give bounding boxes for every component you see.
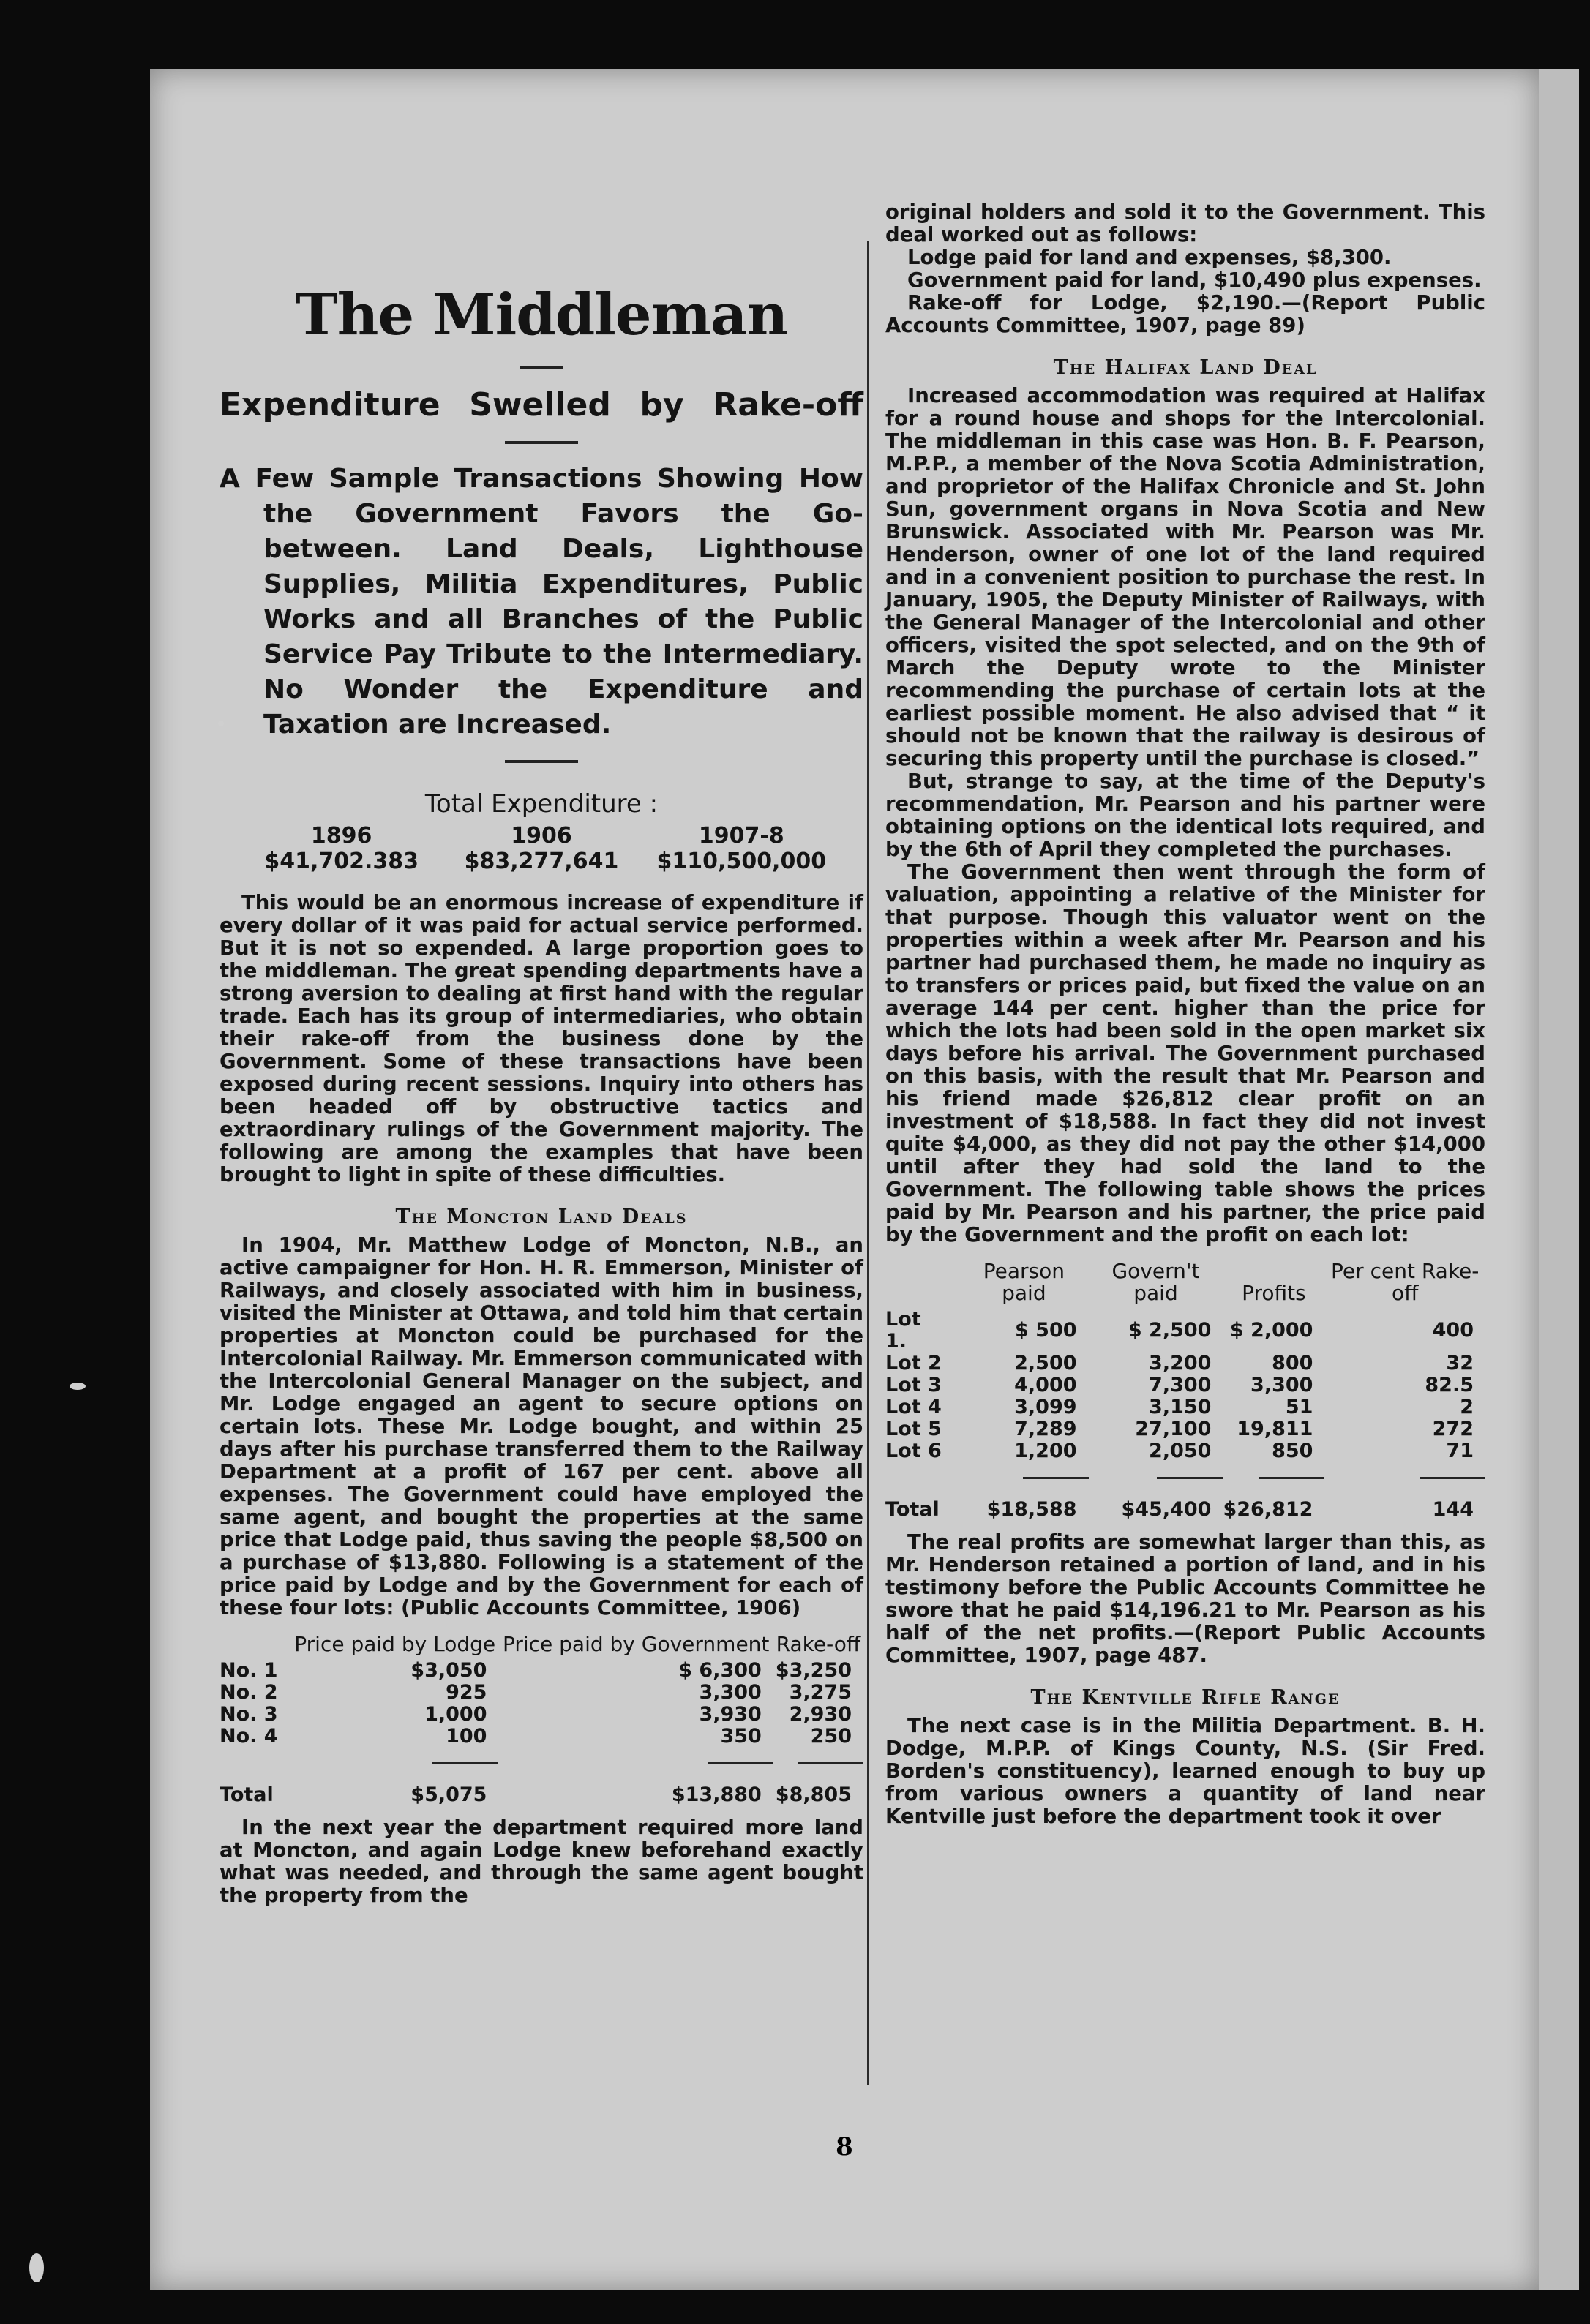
table-cell: 144 <box>1432 1498 1474 1521</box>
paragraph: Government paid for land, $10,490 plus expenses. <box>907 268 1482 292</box>
table-cell: $18,588 <box>986 1498 1077 1521</box>
table-header-row <box>220 1633 863 1660</box>
table-cell: 7,300 <box>1149 1374 1212 1396</box>
paragraph: In the next year the department required more land at Moncton, and again Lodge knew beforehand exactly what was needed, and through the same agent bought the property from the <box>220 1816 863 1907</box>
scan-speck <box>29 2253 44 2282</box>
table-cell: $ 2,500 <box>1128 1319 1212 1342</box>
table-cell: $13,880 <box>671 1783 762 1806</box>
expenditure-title: Total Expenditure : <box>424 789 659 819</box>
scan-speck <box>218 721 224 726</box>
table-cell: 350 <box>720 1725 762 1748</box>
section-heading-kentville: The Kentville Rifle Range <box>1030 1686 1340 1709</box>
subtitle-rule <box>505 441 578 444</box>
table-header: Per cent Rake-off <box>1331 1259 1480 1305</box>
table-row <box>885 1440 1485 1462</box>
section-heading-halifax: The Halifax Land Deal <box>1053 356 1318 379</box>
table-cell: Total <box>220 1783 274 1806</box>
expenditure-year: 1896 <box>310 823 372 849</box>
table-separator <box>220 1748 863 1770</box>
expenditure-year: 1906 <box>511 823 572 849</box>
right-column <box>885 201 1485 1828</box>
page-subtitle: Expenditure Swelled by Rake-off <box>220 386 863 424</box>
page-title: The Middleman <box>295 282 788 348</box>
table-cell: 100 <box>446 1725 487 1748</box>
table-cell: $3,050 <box>410 1659 487 1682</box>
table-row <box>885 1309 1485 1353</box>
lodge-price-table <box>220 1633 863 1806</box>
table-cell: 3,200 <box>1149 1352 1212 1375</box>
table-header: Price paid by Lodge <box>294 1632 496 1656</box>
expenditure-amount: $83,277,641 <box>464 849 619 874</box>
table-cell: 3,275 <box>789 1681 852 1704</box>
table-cell: 3,300 <box>1250 1374 1313 1396</box>
paragraph: The Government then went through the form of valuation, appointing a relative of the Minister for that purpose. Though this valuator went on the properties within a week after Mr. Pearson and his partner had purchased them, he made no inquiry as to transfers or prices paid, but fixed the value on an average 144 per cent. higher than the price for which the lots had been sold in the open market six days before his arrival. The Government purchased on this basis, with the result that Mr. Pearson and his friend made $26,812 clear profit on an investment of $18,588. In fact they did not invest quite $4,000, as they did not pay the other $14,000 until after they had sold the land to the Government. The following table shows the prices paid by Mr. Pearson and his partner, the price paid by the Government and the profit on each lot: <box>885 860 1485 1246</box>
table-cell: 3,930 <box>699 1703 762 1726</box>
expenditure-amounts <box>220 849 863 874</box>
table-row <box>220 1660 863 1682</box>
table-header: Rake-off <box>776 1632 861 1656</box>
table-cell: Lot 3 <box>885 1374 942 1396</box>
adjacent-page-edge <box>1539 69 1579 2290</box>
expenditure-years <box>220 823 863 849</box>
table-cell: 800 <box>1272 1352 1313 1375</box>
table-cell: No. 2 <box>220 1681 278 1704</box>
expenditure-amount: $41,702.383 <box>264 849 419 874</box>
table-cell: 51 <box>1285 1396 1313 1418</box>
table-cell: $ 2,000 <box>1229 1319 1313 1342</box>
table-row <box>220 1704 863 1726</box>
paragraph: Increased accommodation was required at Halifax for a round house and shops for the Intercolonial. The middleman in this case was Hon. B. F. Pearson, M.P.P., a member of the Nova Scotia Administration, and proprietor of the Halifax Chronicle and St. John Sun, government organs in Nova Scotia and New Brunswick. Associated with Mr. Pearson was Mr. Henderson, owner of one lot of the land required and in a convenient position to purchase the rest. In January, 1905, the Deputy Minister of Railways, with the General Manager of the Intercolonial and other officers, visited the spot selected, and on the 9th of March the Deputy wrote to the Minister recommending the purchase of certain lots at the earliest possible moment. He also advised that “ it should not be known that the railway is desirous of securing this property until the purchase is closed.” <box>885 384 1485 770</box>
paragraph: Rake-off for Lodge, $2,190.—(Report Public Accounts Committee, 1907, page 89) <box>885 291 1485 337</box>
table-cell: 250 <box>810 1725 852 1748</box>
summary-rule <box>505 760 578 763</box>
table-header: Profits <box>1242 1281 1306 1305</box>
table-cell: 1,000 <box>424 1703 487 1726</box>
table-header <box>220 1633 291 1660</box>
expenditure-amount: $110,500,000 <box>656 849 827 874</box>
expenditure-year: 1907-8 <box>698 823 784 849</box>
table-cell: $3,250 <box>775 1659 852 1682</box>
table-cell: 3,300 <box>699 1681 762 1704</box>
table-cell: 925 <box>446 1681 487 1704</box>
column-divider <box>867 241 869 2085</box>
table-cell: 272 <box>1432 1418 1474 1440</box>
table-cell: Lot 4 <box>885 1396 942 1418</box>
title-rule <box>520 366 563 369</box>
table-cell: 3,099 <box>1014 1396 1077 1418</box>
table-cell: No. 4 <box>220 1725 278 1748</box>
table-cell: $8,805 <box>775 1783 852 1806</box>
summary-paragraph: A Few Sample Transactions Showing How the Government Favors the Go-between. Land Deals, Lighthouse Supplies, Militia Expenditures, Public Works and all Branches of the Public Service Pay Tribute to the Intermediary. No Wonder the Expenditure and Taxation are Increased. <box>220 464 863 740</box>
table-cell: 400 <box>1432 1319 1474 1342</box>
table-cell: No. 1 <box>220 1659 278 1682</box>
pearson-price-table <box>885 1260 1485 1521</box>
table-cell: Lot 6 <box>885 1440 942 1462</box>
table-cell: 32 <box>1446 1352 1474 1375</box>
paragraph: This would be an enormous increase of expenditure if every dollar of it was paid for actual service performed. But it is not so expended. A large proportion goes to the middleman. The great spending departments have a strong aversion to dealing at first hand with the regular trade. Each has its group of intermediaries, who obtain their rake-off from the business done by the Government. Some of these transactions have been exposed during recent sessions. Inquiry into others has been headed off by obstructive tactics and extraordinary rulings of the Government majority. The following are among the examples that have been brought to light in spite of these difficulties. <box>220 891 863 1187</box>
table-cell: 7,289 <box>1014 1418 1077 1440</box>
table-cell: 71 <box>1446 1440 1474 1462</box>
table-row <box>885 1375 1485 1396</box>
table-cell: 3,150 <box>1149 1396 1212 1418</box>
table-cell: $5,075 <box>410 1783 487 1806</box>
table-cell: $26,812 <box>1223 1498 1313 1521</box>
table-cell: 27,100 <box>1135 1418 1212 1440</box>
table-cell: Lot 5 <box>885 1418 942 1440</box>
paragraph: Lodge paid for land and expenses, $8,300. <box>907 246 1392 269</box>
table-cell: $45,400 <box>1121 1498 1212 1521</box>
table-cell: No. 3 <box>220 1703 278 1726</box>
table-cell: Lot 1. <box>885 1308 921 1353</box>
table-cell: Lot 2 <box>885 1352 942 1375</box>
table-row <box>885 1396 1485 1418</box>
table-cell: 850 <box>1272 1440 1313 1462</box>
table-cell: 2,500 <box>1014 1352 1077 1375</box>
table-header: Govern't paid <box>1111 1259 1200 1305</box>
left-column <box>220 201 863 1907</box>
table-row <box>220 1726 863 1748</box>
section-heading-moncton: The Moncton Land Deals <box>395 1206 688 1228</box>
paragraph: The real profits are somewhat larger than this, as Mr. Henderson retained a portion of land, and in his testimony before the Public Accounts Committee he swore that he paid $14,196.21 to Mr. Pearson as his half of the net profits.—(Report Public Accounts Committee, 1907, page 487. <box>885 1530 1485 1667</box>
table-header: Price paid by Government <box>502 1632 770 1656</box>
table-cell: 2 <box>1460 1396 1474 1418</box>
document-page <box>150 69 1539 2290</box>
table-cell: 2,050 <box>1149 1440 1212 1462</box>
table-header-row <box>885 1260 1485 1309</box>
table-cell: 4,000 <box>1014 1374 1077 1396</box>
table-total-row <box>885 1484 1485 1521</box>
table-row <box>220 1682 863 1704</box>
table-separator <box>885 1462 1485 1484</box>
paragraph: In 1904, Mr. Matthew Lodge of Moncton, N.B., an active campaigner for Hon. H. R. Emmerson, Minister of Railways, and closely associated with him in business, visited the Minister at Ottawa, and told him that certain properties at Moncton could be purchased for the Intercolonial Railway. Mr. Emmerson communicated with the Intercolonial General Manager on the subject, and Mr. Lodge engaged an agent to secure options on certain lots. These Mr. Lodge bought, and within 25 days after his purchase transferred them to the Railway Department at a profit of 167 per cent. above all expenses. The Government could have employed the same agent, and bought the properties at the same price that Lodge paid, thus saving the people $8,500 on a purchase of $13,880. Following is a statement of the price paid by Lodge and by the Government for each of these four lots: (Public Accounts Committee, 1906) <box>220 1233 863 1620</box>
table-row <box>885 1353 1485 1375</box>
scan-speck <box>70 1383 86 1390</box>
page-number: 8 <box>836 2132 853 2162</box>
paragraph: The next case is in the Militia Department. B. H. Dodge, M.P.P. of Kings County, N.S. (Sir Fred. Borden's constituency), learned enough to buy up from various owners a quantity of land near Kentville just before the department took it over <box>885 1714 1485 1828</box>
table-cell: 2,930 <box>789 1703 852 1726</box>
table-cell: 1,200 <box>1014 1440 1077 1462</box>
table-cell: $ 6,300 <box>678 1659 762 1682</box>
table-header <box>885 1260 959 1309</box>
table-cell: $ 500 <box>1015 1319 1077 1342</box>
table-header: Pearson paid <box>983 1259 1065 1305</box>
paragraph: original holders and sold it to the Government. This deal worked out as follows: <box>885 200 1485 247</box>
table-row <box>885 1418 1485 1440</box>
table-cell: 19,811 <box>1237 1418 1313 1440</box>
table-cell: 82.5 <box>1425 1374 1474 1396</box>
paragraph: But, strange to say, at the time of the Deputy's recommendation, Mr. Pearson and his partner were obtaining options on the identical lots required, and by the 6th of April they completed the purchases. <box>885 770 1485 861</box>
table-cell: Total <box>885 1498 940 1521</box>
table-total-row <box>220 1770 863 1806</box>
